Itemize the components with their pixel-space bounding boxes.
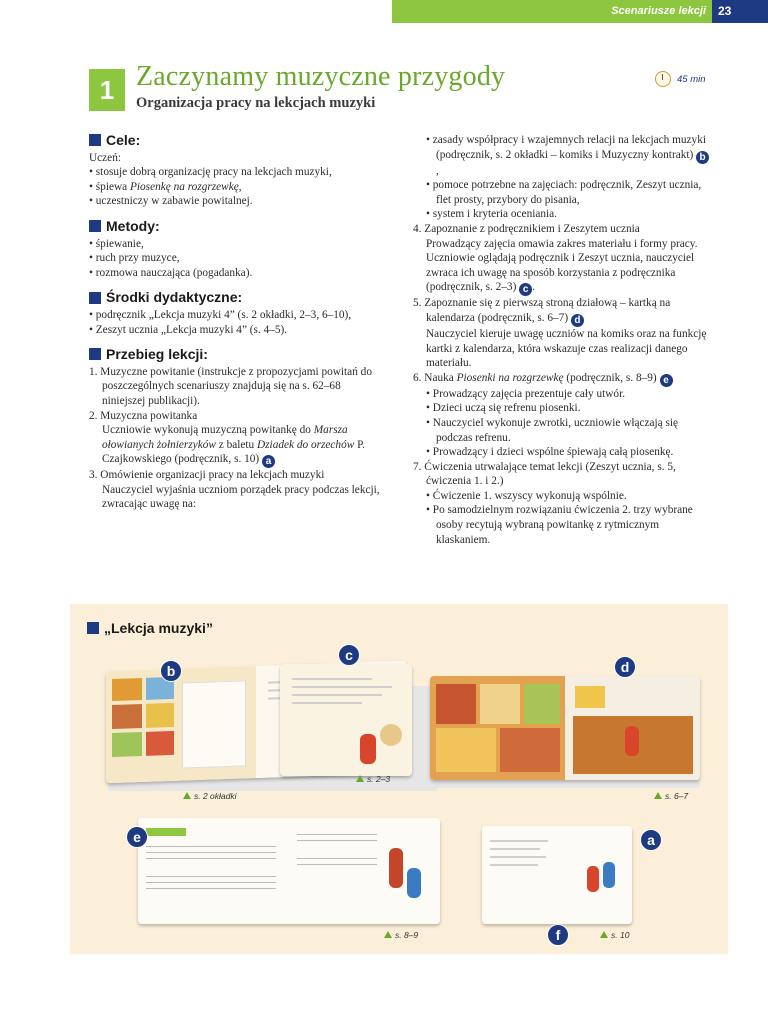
lesson-number: 1 — [89, 69, 125, 111]
section-name: Scenariusze lekcji — [611, 5, 706, 17]
header-bar — [392, 0, 768, 23]
page-number: 23 — [712, 0, 768, 23]
list-item: • Ćwiczenie 1. wszyscy wykonują wspólnie. — [413, 489, 710, 504]
step-2: 2. Muzyczna powitanka Uczniowie wykonują muzyczną powitankę do Marsza ołowianych żołnierzyków z baletu Dziadek do orzechów P. Czajkowskiego (podręcznik, s. 10) a — [89, 409, 365, 468]
lesson-subtitle: Organizacja pracy na lekcjach muzyki — [136, 95, 376, 111]
triangle-icon — [600, 931, 608, 938]
square-bullet-icon — [89, 134, 101, 146]
list-item: • Prowadzący i dzieci wspólne śpiewają całą piosenkę. — [413, 445, 710, 460]
calendar-photo-page — [565, 676, 700, 780]
step-6: 6. Nauka Piosenki na rozgrzewkę (podręcznik, s. 8–9) e — [413, 371, 710, 387]
marker-f: f — [547, 924, 569, 946]
ref-badge-c: c — [519, 283, 532, 296]
score-page — [289, 818, 440, 924]
lesson-duration: 45 min — [677, 74, 706, 85]
step-3: 3. Omówienie organizacji pracy na lekcjach muzyki Nauczyciel wyjaśnia uczniom porządek pracy podczas lekcji, zwracając uwagę na: — [89, 469, 380, 511]
step-7: 7. Ćwiczenia utrwalające temat lekcji (Zeszyt ucznia, s. 5, ćwiczenia 1. i 2.) — [413, 460, 676, 488]
square-bullet-icon — [89, 348, 101, 360]
step-7-list — [413, 489, 710, 547]
triangle-icon — [384, 931, 392, 938]
triangle-icon — [183, 792, 191, 799]
list-item: • podręcznik „Lekcja muzyki 4” (s. 2 okładki, 2–3, 6–10), — [89, 308, 386, 323]
step-6-list — [413, 387, 710, 460]
list-item: • Prowadzący zajęcia prezentuje cały utwór. — [413, 387, 710, 402]
list-item: • zasady współpracy i wzajemnych relacji na lekcjach muzyki (podręcznik, s. 2 okładki – komiks i Muzyczny kontrakt) b, — [413, 133, 710, 178]
list-item: • śpiewanie, — [89, 237, 386, 252]
list-item: • stosuje dobrą organizację pracy na lekcjach muzyki, — [89, 165, 386, 180]
step-5: 5. Zapoznanie się z pierwszą stroną działową – kartką na kalendarza (podręcznik, s. 6–7) d Nauczyciel kieruje uwagę uczniów na komiks oraz na funkcję kartki z kalendarza, która wskazuje czas realizacji danego materiału. — [413, 297, 707, 370]
list-item: • ruch przy muzyce, — [89, 251, 386, 266]
marker-b: b — [160, 660, 182, 682]
list-item: • Nauczyciel wykonuje zwrotki, uczniowie włączają się podczas refrenu. — [413, 416, 710, 445]
list-item: • Dzieci uczą się refrenu piosenki. — [413, 401, 710, 416]
cele-intro: Uczeń: — [89, 151, 121, 164]
textbook-spread-10 — [482, 826, 632, 924]
lesson-title: Zaczynamy muzyczne przygody — [136, 61, 506, 92]
ref-badge-e: e — [660, 374, 673, 387]
textbook-spread-8-9 — [138, 818, 440, 924]
square-bullet-icon — [89, 292, 101, 304]
right-column — [413, 133, 710, 547]
gallery-heading: „Lekcja muzyki” — [87, 620, 213, 636]
textbook-spread-2-3 — [280, 664, 412, 776]
page-ref: s. 8–9 — [384, 930, 418, 940]
page-ref: s. 2 okładki — [183, 791, 237, 801]
clock-icon — [655, 71, 671, 87]
list-item: • Zeszyt ucznia „Lekcja muzyki 4” (s. 4–5). — [89, 323, 386, 338]
comic-page — [106, 666, 256, 783]
song-page — [138, 818, 289, 924]
step-4: 4. Zapoznanie z podręcznikiem i Zeszytem ucznia Prowadzący zajęcia omawia zakres materiału i formy pracy. Uczniowie oglądają podręcznik i Zeszyt ucznia, nauczyciel zwraca ich uwagę na sposób korzystania z podręcznika (podręcznik, s. 2–3) c . — [413, 222, 698, 296]
list-item: • uczestniczy w zabawie powitalnej. — [89, 194, 386, 209]
triangle-icon — [654, 792, 662, 799]
list-item: • system i kryteria oceniania. — [413, 207, 710, 222]
textbook-spread-6-7 — [430, 676, 700, 780]
list-item: • pomoce potrzebne na zajęciach: podręcznik, Zeszyt ucznia, flet prosty, przybory do pisania, — [413, 178, 710, 207]
textbook-gallery — [70, 604, 728, 954]
triangle-icon — [356, 775, 364, 782]
square-bullet-icon — [87, 622, 99, 634]
przebieg-steps-left — [89, 365, 386, 512]
page-ref: s. 2–3 — [356, 774, 390, 784]
left-column — [89, 133, 386, 512]
children-page — [557, 826, 632, 924]
exercise-page — [482, 826, 557, 924]
ref-badge-b: b — [696, 151, 709, 164]
srodki-list — [89, 308, 386, 337]
ref-badge-a: a — [262, 455, 275, 468]
marker-a: a — [640, 829, 662, 851]
list-item: • Po samodzielnym rozwiązaniu ćwiczenia 2. trzy wybrane osoby recytują wybraną powitankę z rytmicznym klaskaniem. — [413, 503, 710, 547]
przebieg-step-7 — [413, 460, 710, 489]
section-heading-metody: Metody: — [89, 219, 386, 234]
list-item: • rozmowa nauczająca (pogadanka). — [89, 266, 386, 281]
cele-list — [89, 165, 386, 209]
section-heading-cele: Cele: — [89, 133, 386, 148]
step-3-list — [413, 133, 710, 222]
przebieg-steps-right — [413, 222, 710, 387]
metody-list — [89, 237, 386, 281]
page-ref: s. 10 — [600, 930, 629, 940]
list-item: • śpiewa Piosenkę na rozgrzewkę, — [89, 180, 386, 195]
marker-d: d — [614, 656, 636, 678]
section-heading-przebieg: Przebieg lekcji: — [89, 347, 386, 362]
page-ref: s. 6–7 — [654, 791, 688, 801]
section-heading-srodki: Środki dydaktyczne: — [89, 290, 386, 305]
comic-calendar-page — [430, 676, 565, 780]
square-bullet-icon — [89, 220, 101, 232]
ref-badge-d: d — [571, 314, 584, 327]
marker-c: c — [338, 644, 360, 666]
step-1: 1. Muzyczne powitanie (instrukcje z propozycjami powitań do poszczególnych scenariuszy znajdują się na s. 62–68 niniejszej publikacji). — [89, 365, 372, 407]
marker-e: e — [126, 826, 148, 848]
